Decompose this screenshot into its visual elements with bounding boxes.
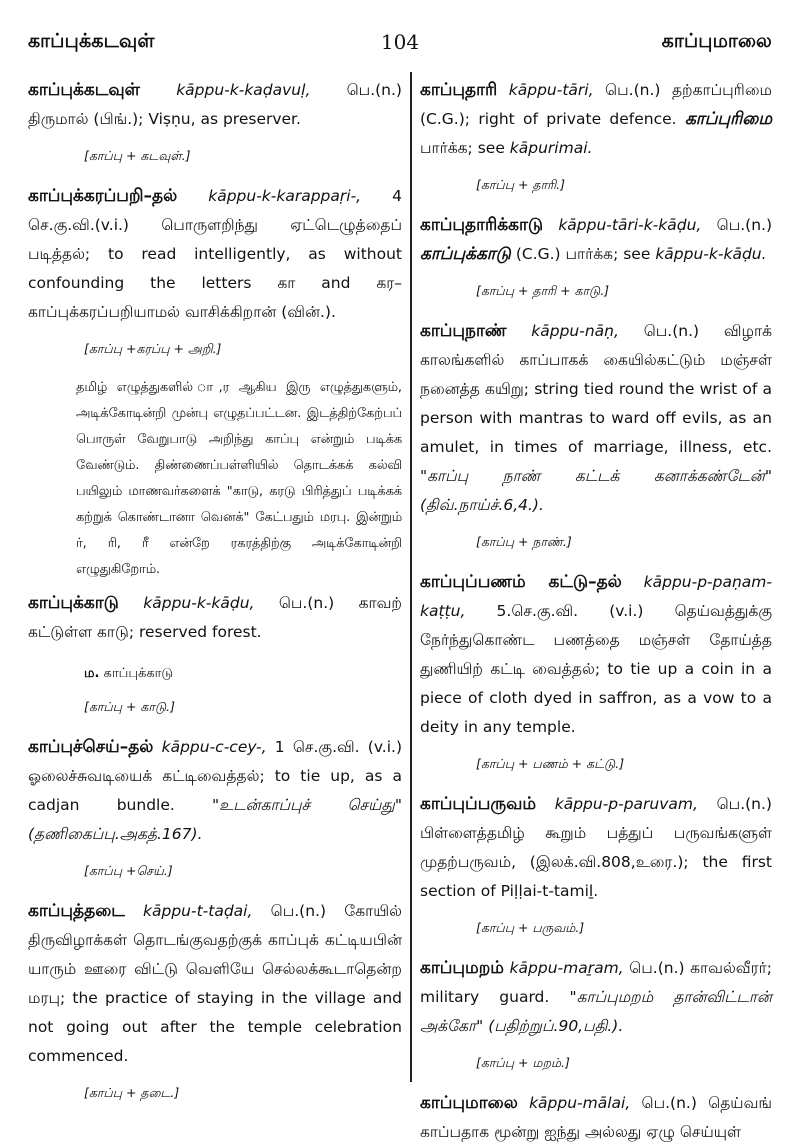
definition: பார்க்க; see — [420, 139, 505, 157]
transliteration: kāppu-maṟam, — [509, 959, 624, 977]
right-column — [420, 76, 772, 1147]
definition: பிள்ளைத்தமிழ் கூறும் பத்துப் பருவங்களுள் முதற்பருவம், (இலக்.வி.808,உரை.); the first section of Piḷḷai-t-tamiḻ. — [420, 824, 772, 900]
grammar-label: பெ.(n.) — [346, 81, 402, 99]
etymology: [காப்பு + கடவுள்.] — [84, 148, 191, 163]
definition: தற்காப்புரிமை (C.G.); right of private defence. — [420, 81, 772, 128]
definition: காவல்வீரர்; military guard. — [420, 959, 772, 1006]
headword: காப்புச்செய்–தல் — [28, 737, 154, 757]
etymology: [காப்பு + தாரி.] — [476, 177, 565, 192]
etymology: [காப்பு +செய்.] — [84, 863, 173, 878]
transliteration: kāppu-k-karappaṛi-, — [208, 187, 362, 205]
definition: திருமால் (பிங்.); Viṣṇu, as preserver. — [28, 110, 301, 128]
etymology: [காப்பு + தடை.] — [84, 1085, 180, 1100]
grammar-label: பெ.(n.) — [716, 795, 772, 813]
transliteration: kāppu-nāṇ, — [531, 322, 619, 340]
grammar-label: 5.செ.கு.வி. (v.i.) — [496, 602, 644, 620]
dictionary-entry — [420, 317, 772, 520]
dictionary-entry — [28, 589, 402, 647]
transliteration: kāppu-t-taḍai, — [143, 902, 253, 920]
etymology: [காப்பு + தாரி + காடு.] — [476, 283, 610, 298]
cognate-language: ம. — [84, 666, 100, 681]
grammar-label: பெ.(n.) — [278, 594, 335, 612]
left-column — [28, 76, 402, 1119]
page-number: 104 — [380, 30, 420, 54]
column-divider — [410, 72, 412, 1082]
definition: காவற் கட்டுள்ள காடு; reserved forest. — [28, 594, 402, 641]
definition: (C.G.) பார்க்க; see — [515, 245, 651, 263]
cross-reference: காப்புக்காடு — [420, 244, 511, 264]
definition: ஓலைச்சுவடியைக் கட்டிவைத்தல்; to tie up, as a cadjan bundle. — [28, 767, 402, 814]
transliteration: kāppu-c-cey-, — [161, 738, 267, 756]
dictionary-entry — [28, 76, 402, 134]
definition: விழாக் காலங்களில் காப்பாகக் கையில்கட்டும் மஞ்சள் நனைத்த கயிறு; string tied round the wrist of a person with mantras to ward off evils, as an amulet, in times of marriage, illness, etc. — [420, 322, 772, 456]
definition: தெய்வங் காப்பதாக மூன்று ஐந்து அல்லது ஏழு செய்யுள் — [420, 1094, 772, 1141]
etymology: [காப்பு + மறம்.] — [476, 1055, 570, 1070]
cross-reference: காப்புரிமை — [684, 109, 772, 129]
citation-quote: "உடன்காப்புச் செய்து" (தணிகைப்பு.அகத்.167). — [28, 796, 402, 843]
definition: தெய்வத்துக்கு நேர்ந்துகொண்ட பணத்தை மஞ்சள் தோய்த்த துணியிற் கட்டி வைத்தல்; to tie up a coin in a piece of cloth dyed in saffron, as a vow to a deity in any temple. — [420, 602, 772, 736]
dictionary-entry — [420, 568, 772, 742]
page-header — [28, 28, 772, 62]
dictionary-entry — [420, 954, 772, 1041]
grammar-label: பெ.(n.) — [605, 81, 661, 99]
headword: காப்புக்காடு — [28, 593, 119, 613]
etymology: [காப்பு + நாண்.] — [476, 534, 572, 549]
headword: காப்புமாலை — [420, 1093, 518, 1113]
headword: காப்புப்பணம் கட்டு–தல் — [420, 572, 622, 592]
grammar-label: பெ.(n.) — [270, 902, 326, 920]
see-reference: kāpurimai. — [509, 139, 593, 157]
transliteration: kāppu-k-kāḍu, — [143, 594, 255, 612]
grammar-label: 1 செ.கு.வி. (v.i.) — [274, 738, 403, 756]
running-head-right: காப்புமாலை — [661, 30, 772, 52]
headword: காப்புநாண் — [420, 321, 507, 341]
grammar-label: 4 செ.கு.வி.(v.i.) — [28, 187, 402, 234]
dictionary-entry — [420, 790, 772, 906]
dictionary-entry — [28, 733, 402, 849]
dictionary-entry — [420, 211, 772, 269]
transliteration: kāppu-p-paṇam-kaṭṭu, — [420, 573, 772, 620]
definition: பொருளறிந்து ஏட்டெழுத்தைப் படித்தல்; to read intelligently, as without confounding the letters கா and கர–காப்புக்கரப்பறியாமல் வாசிக்கிறான் (வின்.). — [28, 216, 402, 321]
transliteration: kāppu-p-paruvam, — [554, 795, 698, 813]
running-head-left: காப்புக்கடவுள் — [28, 30, 155, 52]
grammar-label: பெ.(n.) — [629, 959, 685, 977]
headword: காப்புக்கடவுள் — [28, 80, 140, 100]
dictionary-entry — [420, 1089, 772, 1147]
grammar-label: பெ.(n.) — [641, 1094, 697, 1112]
citation-quote: "காப்புமறம் தான்விட்டான் அக்கோ" (பதிற்றுப்.90,பதி.). — [420, 988, 773, 1035]
transliteration: kāppu-tāri-k-kāḍu, — [558, 216, 702, 234]
headword: காப்புப்பருவம் — [420, 794, 537, 814]
definition: கோயில் திருவிழாக்கள் தொடங்குவதற்குக் காப்புக் கட்டியபின் யாரும் ஊரை விட்டு வெளியே செல்லக்கூடாதென்ற மரபு; the practice of staying in the village and not going out after the temple celebration commenced. — [28, 902, 402, 1065]
transliteration: kāppu-mālai, — [529, 1094, 631, 1112]
grammar-label: பெ.(n.) — [716, 216, 772, 234]
citation-quote: "காப்பு நாண் கட்டக் கனாக்கண்டேன்" (திவ்.நாய்ச்.6,4.). — [420, 467, 772, 514]
headword: காப்புக்கரப்பறி–தல் — [28, 186, 178, 206]
etymology: [காப்பு + பருவம்.] — [476, 920, 585, 935]
dictionary-entry — [28, 182, 402, 327]
explanatory-note: தமிழ் எழுத்துகளில் ா,ர ஆகிய இரு எழுத்துகளும், அடிக்கோடின்றி முன்பு எழுதப்பட்டன. இடத்திற்கேற்பப் பொருள் வேறுபாடு அறிந்து காப்பு என்றும் படிக்க வேண்டும். திண்ணைப்பள்ளியில் தொடக்கக் கல்வி பயிலும் மாணவர்களைக் "காடு, கரடு பிரித்துப் படிக்கக் கற்றுக் கொண்டானா வெனக்" கேட்பதும் மரபு. இன்றும் ர், ரி, ரீ என்றே ரகரத்திற்கு அடிக்கோடின்றி எழுதுகிறோம். — [76, 380, 402, 577]
transliteration: kāppu-tāri, — [508, 81, 594, 99]
cognate-word: காப்புக்காடு — [103, 666, 174, 681]
dictionary-entry — [28, 897, 402, 1071]
see-reference: kāppu-k-kāḍu. — [655, 245, 767, 263]
headword: காப்புமறம் — [420, 958, 504, 978]
cognate-line — [84, 663, 402, 685]
headword: காப்புத்தடை — [28, 901, 125, 921]
etymology: [காப்பு + பணம் + கட்டு.] — [476, 756, 625, 771]
etymology: [காப்பு + காடு.] — [84, 699, 175, 714]
headword: காப்புதாரி — [420, 80, 498, 100]
headword: காப்புதாரிக்காடு — [420, 215, 544, 235]
etymology: [காப்பு +கரப்பு + அறி.] — [84, 341, 222, 356]
transliteration: kāppu-k-kaḍavuḷ, — [176, 81, 311, 99]
grammar-label: பெ.(n.) — [643, 322, 700, 340]
dictionary-entry — [420, 76, 772, 163]
